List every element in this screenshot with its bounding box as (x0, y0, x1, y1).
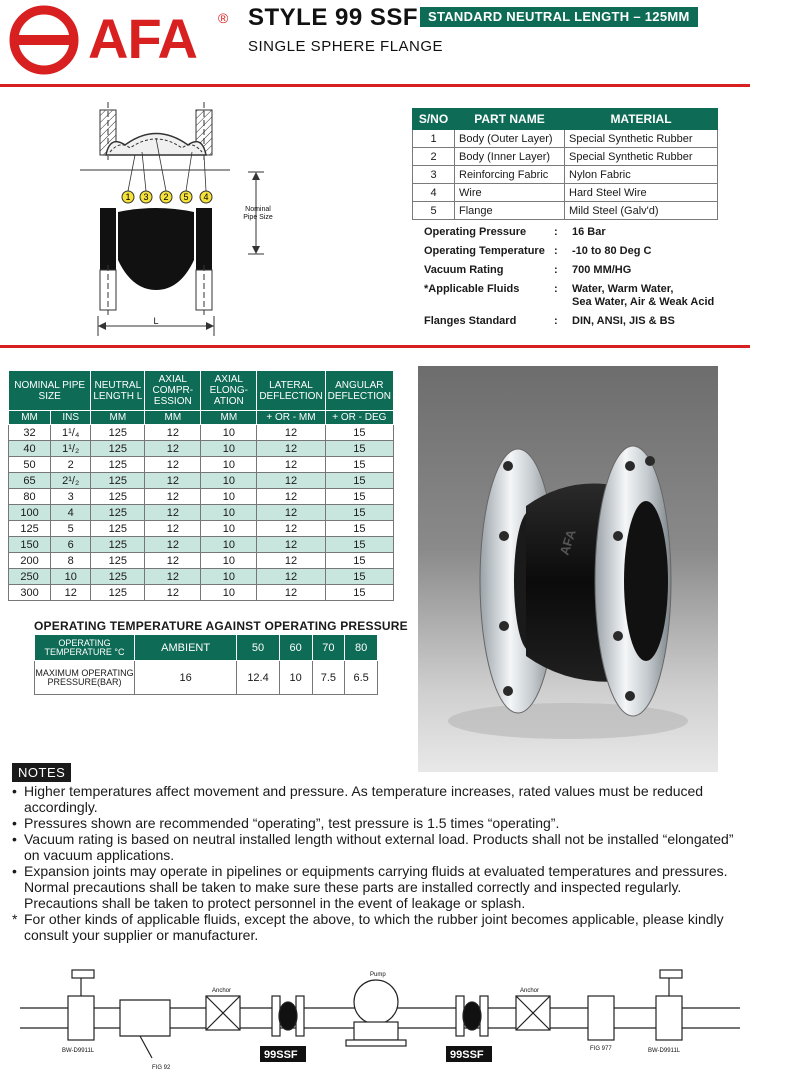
temp-pressure-title: OPERATING TEMPERATURE AGAINST OPERATING PRESSURE (34, 619, 408, 633)
spec-value (572, 283, 744, 309)
parts-cell: 4 (413, 184, 455, 202)
dims-header-lateral: LATERAL DEFLECTION (257, 371, 325, 411)
temp-value: 50 (237, 635, 280, 661)
nominal-label-2: Pipe Size (243, 214, 273, 221)
dims-unit-mm: MM (9, 411, 51, 425)
table-row (9, 537, 394, 553)
dims-cell: 15 (325, 585, 393, 601)
dims-header-row (9, 371, 394, 411)
callout-2: 2 (163, 192, 169, 202)
dims-cell: 12 (257, 585, 325, 601)
spec-value-line-2: Sea Water, Air & Weak Acid (572, 296, 715, 308)
parts-cell: Special Synthetic Rubber (565, 130, 718, 148)
table-row (9, 569, 394, 585)
dims-cell: 10 (51, 569, 91, 585)
spec-vacuum-rating (424, 264, 744, 277)
callout-1: 1 (125, 192, 131, 202)
valve-right-label: BW-D9911L (648, 1048, 681, 1054)
spec-operating-temperature (424, 245, 744, 258)
dims-cell: 1¹/₂ (51, 441, 91, 457)
pressure-value: 16 (135, 661, 237, 695)
dims-cell: 15 (325, 457, 393, 473)
spec-flanges-standard (424, 315, 744, 328)
dims-cell: 10 (201, 537, 257, 553)
dims-cell: 10 (201, 425, 257, 441)
note-bullet: * (12, 911, 18, 927)
dims-header-angular: ANGULAR DEFLECTION (325, 371, 393, 411)
table-row (9, 553, 394, 569)
spec-value-line-1: Water, Warm Water, (572, 283, 674, 295)
rubber-joint-image (418, 366, 718, 772)
pressure-value: 10 (279, 661, 312, 695)
table-row (9, 521, 394, 537)
note-bullet: • (12, 783, 17, 799)
spec-operating-pressure (424, 226, 744, 239)
dims-body (9, 425, 394, 601)
dims-cell: 12 (145, 585, 201, 601)
parts-cell: Mild Steel (Galv'd) (565, 202, 718, 220)
dims-cell: 12 (145, 489, 201, 505)
spec-colon: : (554, 283, 558, 295)
pressure-value: 7.5 (312, 661, 345, 695)
list-item (12, 815, 742, 831)
dims-cell: 12 (145, 473, 201, 489)
note-bullet: • (12, 831, 17, 847)
installation-diagram (20, 966, 740, 1076)
spec-colon: : (554, 315, 558, 327)
dims-unit-neutral: MM (91, 411, 145, 425)
spec-colon: : (554, 245, 558, 257)
valve-left-label: BW-D9911L (62, 1048, 95, 1054)
table-row (413, 148, 718, 166)
dims-unit-elong: MM (201, 411, 257, 425)
spec-label: Operating Temperature (424, 245, 545, 257)
dims-header-nominal: NOMINAL PIPE SIZE (9, 371, 91, 411)
table-row (413, 184, 718, 202)
pressure-value: 6.5 (345, 661, 378, 695)
parts-cell: Special Synthetic Rubber (565, 148, 718, 166)
pressure-row (35, 661, 378, 695)
dims-cell: 5 (51, 521, 91, 537)
dims-cell: 125 (91, 441, 145, 457)
dims-cell: 12 (145, 505, 201, 521)
dims-cell: 15 (325, 441, 393, 457)
dims-cell: 10 (201, 553, 257, 569)
dims-cell: 12 (145, 441, 201, 457)
dims-cell: 12 (51, 585, 91, 601)
note-text: Expansion joints may operate in pipelines or equipments carrying fluids at evaluated temperatures and pressures. Normal precautions shall be taken to make sure these parts are installed correctly and inspected regularly. Precautions shall be taken to protect personnel in the event of leakage or splash. (24, 863, 728, 911)
list-item (12, 783, 742, 815)
dims-cell: 125 (91, 585, 145, 601)
dims-cell: 80 (9, 489, 51, 505)
dimensions-table (8, 370, 394, 601)
note-text: Higher temperatures affect movement and pressure. As temperature increases, rated values must be reduced accordingly. (24, 783, 704, 815)
callout-5: 5 (183, 192, 189, 202)
spec-colon: : (554, 264, 558, 276)
pressure-value: 12.4 (237, 661, 280, 695)
note-bullet: • (12, 815, 17, 831)
parts-cell: Body (Outer Layer) (455, 130, 565, 148)
dims-cell: 10 (201, 457, 257, 473)
dims-cell: 12 (145, 425, 201, 441)
section-divider (0, 345, 750, 348)
anchor-right-label: Anchor (520, 988, 540, 994)
dims-cell: 1¹/₄ (51, 425, 91, 441)
parts-cell: Nylon Fabric (565, 166, 718, 184)
parts-cell: Hard Steel Wire (565, 184, 718, 202)
dims-cell: 15 (325, 505, 393, 521)
table-row (9, 585, 394, 601)
temp-value: AMBIENT (135, 635, 237, 661)
pump-label: Pump (370, 972, 386, 978)
note-text: For other kinds of applicable fluids, except the above, to which the rubber joint becomes applicable, please kindly consult your supplier or manufacturer. (24, 911, 724, 943)
spec-colon: : (554, 226, 558, 238)
dims-cell: 125 (91, 473, 145, 489)
spec-label: Operating Pressure (424, 226, 527, 238)
dims-cell: 10 (201, 521, 257, 537)
spec-value: -10 to 80 Deg C (572, 245, 652, 257)
dims-cell: 12 (257, 553, 325, 569)
standard-length-badge: STANDARD NEUTRAL LENGTH – 125MM (420, 7, 698, 27)
dims-cell: 32 (9, 425, 51, 441)
spec-value: DIN, ANSI, JIS & BS (572, 315, 675, 327)
dims-header-axial-comp: AXIAL COMPR- ESSION (145, 371, 201, 411)
notes-badge: NOTES (12, 763, 71, 782)
table-row (413, 202, 718, 220)
dims-cell: 10 (201, 505, 257, 521)
dims-cell: 100 (9, 505, 51, 521)
strainer-label: FIG 92 (152, 1065, 171, 1071)
page-header (0, 0, 800, 86)
dims-cell: 15 (325, 537, 393, 553)
product-photo (418, 366, 718, 772)
check-valve-label: FIG 977 (590, 1046, 612, 1052)
dims-cell: 12 (145, 521, 201, 537)
dims-unit-angular: + OR - DEG (325, 411, 393, 425)
table-row (9, 425, 394, 441)
parts-header-row (413, 109, 718, 130)
note-bullet: • (12, 863, 17, 879)
parts-cell: 2 (413, 148, 455, 166)
dims-cell: 12 (145, 569, 201, 585)
spec-label: Flanges Standard (424, 315, 517, 327)
dims-cell: 2¹/₂ (51, 473, 91, 489)
dims-cell: 150 (9, 537, 51, 553)
cross-section-drawing (80, 100, 310, 340)
note-text: Pressures shown are recommended “operating”, test pressure is 1.5 times “operating”. (24, 815, 560, 831)
dims-cell: 12 (257, 441, 325, 457)
dims-cell: 15 (325, 553, 393, 569)
dims-cell: 125 (91, 569, 145, 585)
temp-pressure-table (34, 634, 378, 695)
parts-cell: 5 (413, 202, 455, 220)
dims-cell: 12 (145, 457, 201, 473)
dims-cell: 12 (257, 505, 325, 521)
spec-value: 700 MM/HG (572, 264, 632, 276)
parts-cell: Flange (455, 202, 565, 220)
dims-cell: 15 (325, 569, 393, 585)
dims-cell: 12 (257, 425, 325, 441)
table-row (9, 457, 394, 473)
dims-unit-comp: MM (145, 411, 201, 425)
parts-cell: Body (Inner Layer) (455, 148, 565, 166)
notes-list (12, 783, 742, 943)
parts-cell: 1 (413, 130, 455, 148)
dims-cell: 125 (91, 553, 145, 569)
dims-cell: 12 (257, 489, 325, 505)
parts-cell: Wire (455, 184, 565, 202)
parts-header-sno: S/NO (413, 109, 455, 130)
parts-cell: 3 (413, 166, 455, 184)
parts-header-material: MATERIAL (565, 109, 718, 130)
parts-table (412, 108, 718, 220)
temp-value: 70 (312, 635, 345, 661)
dims-cell: 10 (201, 569, 257, 585)
dims-cell: 15 (325, 521, 393, 537)
pressure-row-label: MAXIMUM OPERATING PRESSURE(BAR) (35, 661, 135, 695)
dims-cell: 15 (325, 473, 393, 489)
dims-cell: 200 (9, 553, 51, 569)
dims-cell: 10 (201, 473, 257, 489)
note-text: Vacuum rating is based on neutral installed length without external load. Products shall not be installed “elongated” on vacuum applications. (24, 831, 734, 863)
ssf-right-label: 99SSF (450, 1049, 484, 1061)
list-item (12, 831, 742, 863)
temp-value: 60 (279, 635, 312, 661)
dims-header-neutral: NEUTRAL LENGTH L (91, 371, 145, 411)
table-row (9, 473, 394, 489)
anchor-left-label: Anchor (212, 988, 232, 994)
dims-cell: 125 (91, 425, 145, 441)
dims-cell: 300 (9, 585, 51, 601)
table-row (9, 489, 394, 505)
dims-header-axial-elong: AXIAL ELONG- ATION (201, 371, 257, 411)
dims-cell: 125 (9, 521, 51, 537)
spec-value: 16 Bar (572, 226, 606, 238)
style-title: STYLE 99 SSF (248, 4, 419, 31)
temp-value: 80 (345, 635, 378, 661)
length-label: L (153, 316, 159, 326)
spec-label: *Applicable Fluids (424, 283, 520, 295)
spec-label: Vacuum Rating (424, 264, 504, 276)
dims-cell: 2 (51, 457, 91, 473)
ssf-left-label: 99SSF (264, 1049, 298, 1061)
afa-logo-icon (8, 4, 80, 76)
dims-cell: 50 (9, 457, 51, 473)
dims-unit-lateral: + OR - MM (257, 411, 325, 425)
dims-cell: 125 (91, 489, 145, 505)
dims-cell: 10 (201, 441, 257, 457)
header-divider (0, 84, 750, 87)
dims-cell: 12 (257, 569, 325, 585)
dims-cell: 125 (91, 521, 145, 537)
table-row (9, 441, 394, 457)
temp-row (35, 635, 378, 661)
dims-cell: 12 (145, 537, 201, 553)
dims-cell: 3 (51, 489, 91, 505)
dims-cell: 15 (325, 425, 393, 441)
list-item (12, 911, 742, 943)
dims-cell: 6 (51, 537, 91, 553)
dims-cell: 40 (9, 441, 51, 457)
dims-cell: 12 (257, 521, 325, 537)
dims-cell: 12 (257, 473, 325, 489)
specifications-list (424, 226, 744, 334)
callout-3: 3 (143, 192, 149, 202)
dims-cell: 10 (201, 489, 257, 505)
table-row (413, 166, 718, 184)
nominal-label-1: Nominal (245, 206, 271, 213)
temp-row-label: OPERATING TEMPERATURE °C (35, 635, 135, 661)
table-row (9, 505, 394, 521)
dims-cell: 15 (325, 489, 393, 505)
dims-cell: 12 (257, 537, 325, 553)
callout-4: 4 (203, 192, 209, 202)
dims-cell: 65 (9, 473, 51, 489)
list-item (12, 863, 742, 911)
dims-cell: 4 (51, 505, 91, 521)
parts-cell: Reinforcing Fabric (455, 166, 565, 184)
product-subtitle: SINGLE SPHERE FLANGE (248, 38, 444, 55)
spec-applicable-fluids (424, 283, 744, 309)
dims-cell: 250 (9, 569, 51, 585)
dims-units-row (9, 411, 394, 425)
dims-cell: 10 (201, 585, 257, 601)
dims-unit-ins: INS (51, 411, 91, 425)
dims-cell: 125 (91, 505, 145, 521)
dims-cell: 12 (257, 457, 325, 473)
photo-embossed-logo: AFA (556, 527, 579, 557)
parts-header-name: PART NAME (455, 109, 565, 130)
dims-cell: 125 (91, 537, 145, 553)
dims-cell: 125 (91, 457, 145, 473)
brand-logo-text: AFA (88, 7, 197, 70)
dims-cell: 12 (145, 553, 201, 569)
table-row (413, 130, 718, 148)
registered-mark: ® (218, 10, 229, 26)
dims-cell: 8 (51, 553, 91, 569)
